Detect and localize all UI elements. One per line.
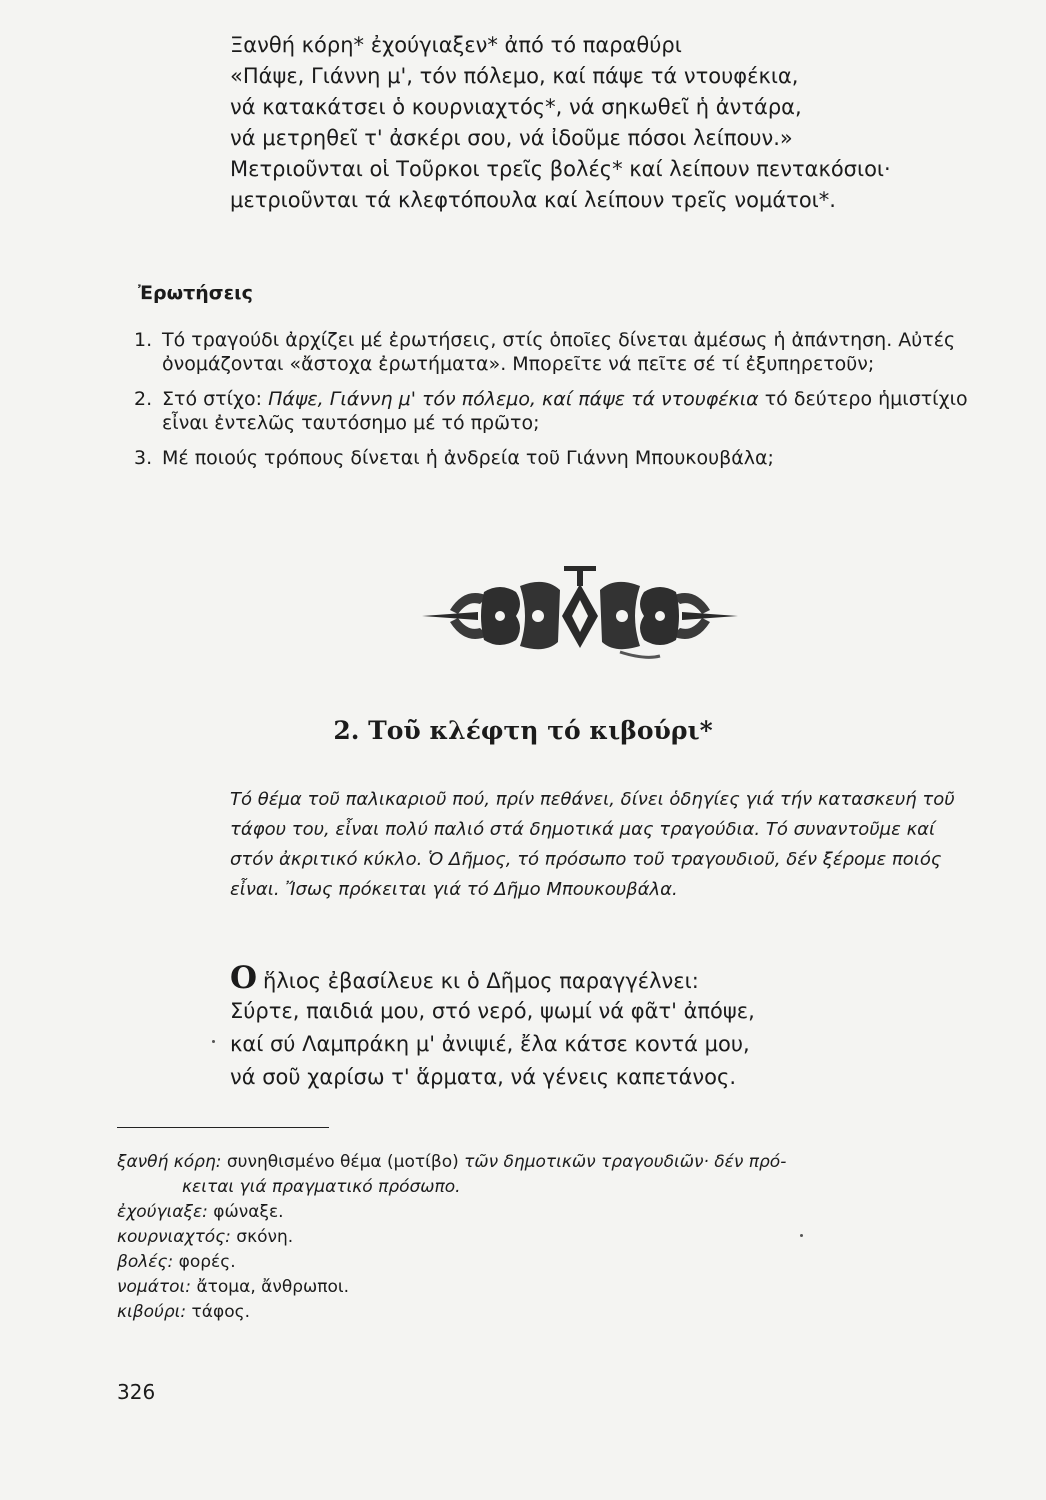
poem-line: μετριοῦνται τά κλεφτόπουλα καί λείπουν τρεῖς νομάτοι*. bbox=[230, 188, 836, 212]
footnote bbox=[117, 1275, 987, 1300]
poem-line: καί σύ Λαμπράκη μ' ἀνιψιέ, ἔλα κάτσε κοντά μου, bbox=[230, 1032, 750, 1056]
footnote-term: ἐχούγιαξε: bbox=[117, 1202, 208, 1222]
question-item bbox=[134, 387, 1004, 435]
footnote-text-italic: τῶν δημοτικῶν τραγουδιῶν· δέν πρό- bbox=[464, 1152, 787, 1172]
poem-line: Μετριοῦνται οἱ Τοῦρκοι τρεῖς βολές* καί λείπουν πεντακόσιοι· bbox=[230, 157, 891, 181]
question-item bbox=[134, 446, 1004, 470]
poem bbox=[230, 962, 990, 1094]
footnote-text: ἄτομα, ἄνθρωποι. bbox=[191, 1277, 350, 1297]
question-text: Τό τραγούδι ἀρχίζει μέ ἐρωτήσεις, στίς ὁποῖες δίνεται ἀμέσως ἡ ἀπάντηση. Αὐτές ὀνομάζονται «ἄστοχα ἐρωτήματα». Μπορεῖτε νά πεῖτε σέ τί ἐξυπηρετοῦν; bbox=[162, 329, 956, 375]
page-number: 326 bbox=[117, 1380, 156, 1404]
footnote-text: τάφος. bbox=[186, 1302, 250, 1322]
footnote-term: ξανθή κόρη: bbox=[117, 1152, 222, 1172]
section-intro: Τό θέμα τοῦ παλικαριοῦ πού, πρίν πεθάνει, δίνει ὁδηγίες γιά τήν κατασκευή τοῦ τάφου του, εἶναι πολύ παλιό στά δημοτικά μας τραγούδια. Τό συναντοῦμε καί στόν ἀκριτικό κύκλο. Ὁ Δῆμος, τό πρόσωπο τοῦ τραγουδιοῦ, δέν ξέρομε ποιός εἶναι. Ἴσως πρόκειται γιά τό Δῆμο Μπουκουβάλα. bbox=[230, 789, 955, 900]
question-text: Μέ ποιούς τρόπους δίνεται ἡ ἀνδρεία τοῦ Γιάννη Μπουκουβάλα; bbox=[162, 447, 774, 469]
footnote-term: κουρνιαχτός: bbox=[117, 1227, 231, 1247]
footnote bbox=[117, 1300, 987, 1325]
footnote-term: νομάτοι: bbox=[117, 1277, 192, 1297]
print-speck bbox=[800, 1234, 803, 1237]
footnote-term: βολές: bbox=[117, 1252, 174, 1272]
footnote-divider bbox=[117, 1127, 329, 1128]
footnote-continuation bbox=[117, 1175, 987, 1200]
question-item bbox=[134, 328, 1004, 376]
question-number: 2. bbox=[134, 388, 153, 410]
footnote-text-italic: κειται γιά πραγματικό πρόσωπο. bbox=[182, 1177, 461, 1197]
footnotes bbox=[117, 1150, 987, 1325]
question-text-before: Στό στίχο: bbox=[162, 388, 269, 410]
poem-line: νά σοῦ χαρίσω τ' ἅρματα, νά γένεις καπετάνος. bbox=[230, 1065, 737, 1089]
drop-cap: Ο bbox=[230, 960, 258, 996]
poem-line-text: ἥλιος ἐβασίλευε κι ὁ Δῆμος παραγγέλνει: bbox=[263, 969, 699, 993]
questions-list bbox=[134, 328, 1004, 481]
poem-line: Ξανθή κόρη* ἐχούγιαξεν* ἀπό τό παραθύρι bbox=[230, 33, 682, 57]
footnote-text: σκόνη. bbox=[230, 1227, 294, 1247]
footnote bbox=[117, 1150, 987, 1200]
question-text-after: τό δεύτερο ἡμιστίχιο εἶναι ἐντελῶς ταυτόσημο μέ τό πρῶτο; bbox=[162, 388, 968, 434]
questions-heading: Ἐρωτήσεις bbox=[138, 282, 253, 304]
footnote bbox=[117, 1225, 987, 1250]
footnote-text: φορές. bbox=[173, 1252, 236, 1272]
print-speck bbox=[212, 1040, 215, 1043]
question-quote: Πάψε, Γιάννη μ' τόν πόλεμο, καί πάψε τά ντουφέκια bbox=[268, 388, 759, 410]
footnote bbox=[117, 1200, 987, 1225]
footnote-text: συνηθισμένο θέμα (μοτίβο) bbox=[221, 1152, 465, 1172]
question-number: 1. bbox=[134, 329, 153, 351]
poem-line: νά κατακάτσει ὁ κουρνιαχτός*, νά σηκωθεῖ ἡ ἀντάρα, bbox=[230, 95, 802, 119]
poem-line: νά μετρηθεῖ τ' ἀσκέρι σου, νά ἰδοῦμε πόσοι λείπουν.» bbox=[230, 126, 793, 150]
footnote-text: φώναξε. bbox=[207, 1202, 284, 1222]
section-title: 2. Τοῦ κλέφτη τό κιβούρι* bbox=[333, 716, 713, 745]
poem-line: «Πάψε, Γιάννη μ', τόν πόλεμο, καί πάψε τά ντουφέκια, bbox=[230, 64, 799, 88]
question-number: 3. bbox=[134, 447, 153, 469]
footnote bbox=[117, 1250, 987, 1275]
poem-first-line bbox=[230, 962, 990, 995]
footnote-term: κιβούρι: bbox=[117, 1302, 187, 1322]
poem-line: Σύρτε, παιδιά μου, στό νερό, ψωμί νά φᾶτ' ἀπόψε, bbox=[230, 999, 755, 1023]
decorative-ornament-icon bbox=[420, 564, 740, 664]
poem-continued bbox=[230, 30, 990, 216]
